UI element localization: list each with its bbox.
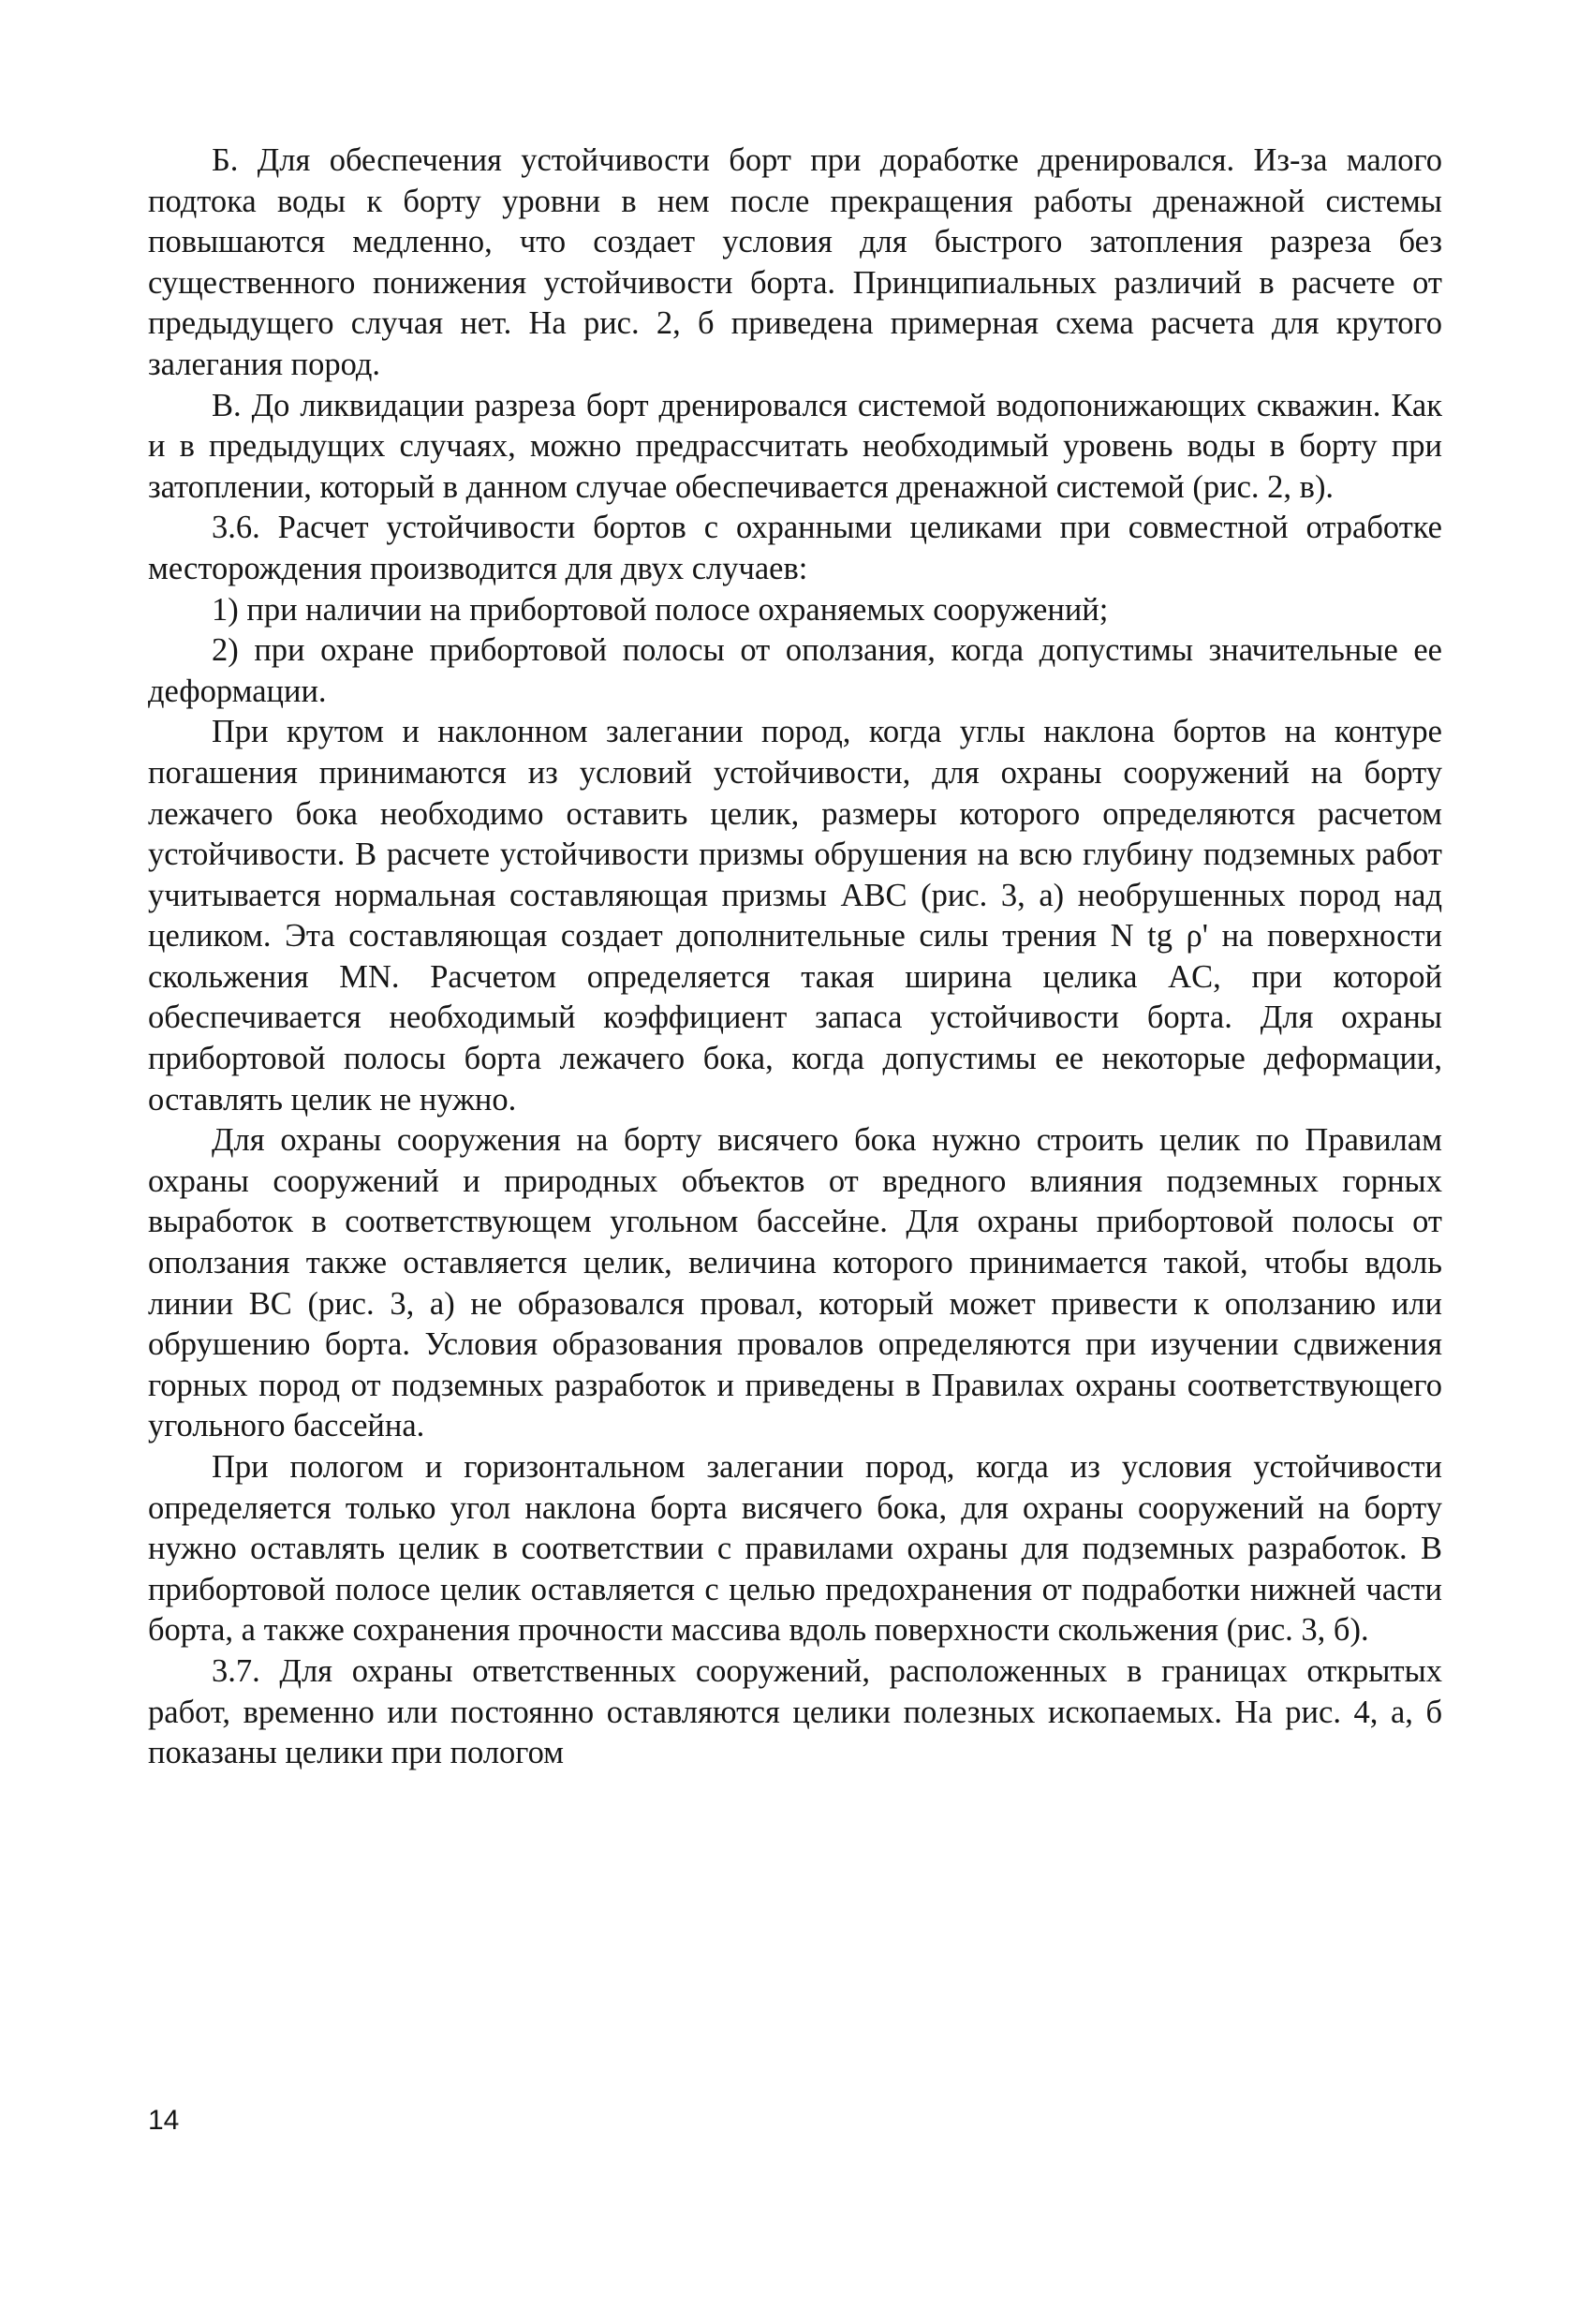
paragraph-3-6: 3.6. Расчет устойчивости бортов с охранными целиками при совместной отработке месторождения производится для двух случаев: [148,510,1442,586]
paragraph-v: В. До ликвидации разреза борт дренировался системой водопонижающих скважин. Как и в предыдущих случаях, можно предрассчитать необходимый уровень воды в борту при затоплении, который в данном случае обеспечивается дренажной системой (рис. 2, в). [148,387,1442,505]
list-item-1: 1) при наличии на прибортовой полосе охраняемых сооружений; [212,591,1109,628]
paragraph-steep-bedding: При крутом и наклонном залегании пород, когда углы наклона бортов на контуре погашения принимаются из условий устойчивости, для охраны сооружений на борту лежачего бока необходимо оставить целик, размеры которого определяются расчетом устойчивости. В расчете устойчивости призмы обрушения на всю глубину подземных работ учитывается нормальная составляющая призмы ABC (рис. 3, а) необрушенных пород над целиком. Эта составляющая создает дополнительные силы трения N tg ρ' на поверхности скольжения MN. Расчетом определяется такая ширина целика AC, при которой обеспечивается необходимый коэффициент запаса устойчивости борта. Для охраны прибортовой полосы борта лежачего бока, когда допустимы ее некоторые деформации, оставлять целик не нужно. [148,714,1442,1118]
page-number: 14 [148,2105,180,2136]
paragraph-flat-bedding: При пологом и горизонтальном залегании пород, когда из условия устойчивости определяется только угол наклона борта висячего бока, для охраны сооружений на борту нужно оставлять целик в соответствии с правилами охраны для подземных разработок. В прибортовой полосе целик оставляется с целью предохранения от подработки нижней части борта, а также сохранения прочности массива вдоль поверхности скольжения (рис. 3, б). [148,1449,1442,1649]
paragraph-hanging-wall: Для охраны сооружения на борту висячего бока нужно строить целик по Правилам охраны сооружений и природных объектов от вредного влияния подземных горных выработок в соответствующем угольном бассейне. Для охраны прибортовой полосы от оползания также оставляется целик, величина которого принимается такой, чтобы вдоль линии BC (рис. 3, а) не образовался провал, который может привести к оползанию или обрушению борта. Условия образования провалов определяются при изучении сдвижения горных пород от подземных разработок и приведены в Правилах охраны соответствующего угольного бассейна. [148,1122,1442,1444]
page-body [148,141,1442,1774]
list-item-2: 2) при охране прибортовой полосы от оползания, когда допустимы значительные ее деформации. [148,632,1442,709]
paragraph-b: Б. Для обеспечения устойчивости борт при доработке дренировался. Из-за малого подтока воды к борту уровни в нем после прекращения работы дренажной системы повышаются медленно, что создает условия для быстрого затопления разреза без существенного понижения устойчивости борта. Принципиальных различий в расчете от предыдущего случая нет. На рис. 2, б приведена примерная схема расчета для крутого залегания пород. [148,142,1442,382]
paragraph-3-7: 3.7. Для охраны ответственных сооружений, расположенных в границах открытых работ, временно или постоянно оставляются целики полезных ископаемых. На рис. 4, а, б показаны целики при пологом [148,1652,1442,1771]
